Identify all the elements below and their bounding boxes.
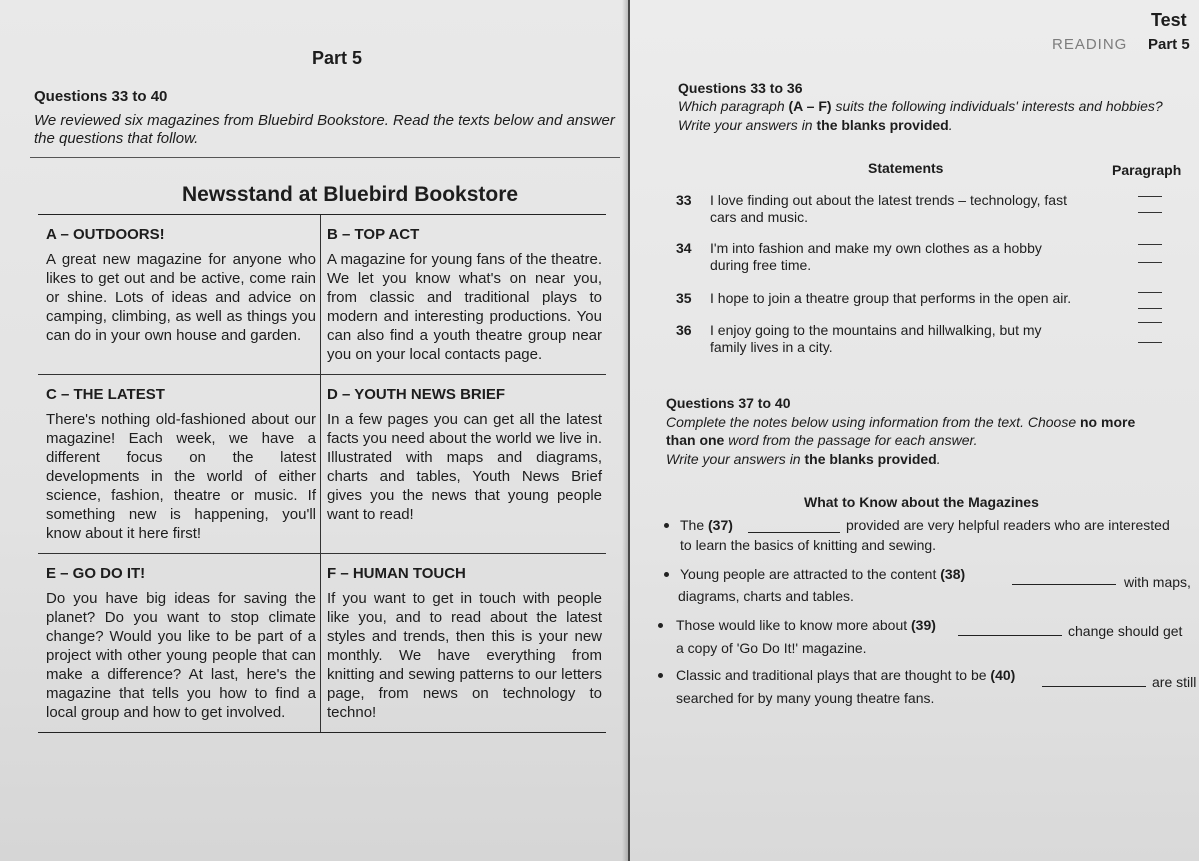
instruction-bold: (A – F) — [788, 98, 832, 114]
magazine-text: A great new magazine for anyone who likes to get out and be active, come rain or shine. Lots of ideas and advice on camping, climbing, as well as things you can do in your own house and garden. — [46, 251, 316, 344]
note-line — [680, 517, 733, 533]
questions-33-36-heading: Questions 33 to 36 — [678, 80, 803, 96]
note-text: a copy of 'Go Do It!' magazine. — [676, 640, 867, 656]
table-row — [38, 215, 606, 374]
magazine-text: There's nothing old-fashioned about our magazine! Each week, we have a different focus on the latest developments in the world of either science, fashion, theatre or music. If something new is happening, you'll know about it here first! — [46, 411, 316, 542]
note-text: are still — [1152, 674, 1197, 690]
paragraph-header: Paragraph — [1112, 162, 1182, 178]
statements-header: Statements — [868, 160, 944, 176]
statement-text: I enjoy going to the mountains and hillwalking, but my family lives in a city. — [710, 322, 1042, 355]
note-text: Those would like to know more about — [676, 617, 912, 633]
answer-blank[interactable] — [1138, 262, 1162, 263]
instruction-bold: than one — [666, 432, 725, 448]
answer-blank-40[interactable] — [1042, 686, 1146, 687]
statement-number: 36 — [676, 322, 692, 338]
note-text: provided are very helpful readers who are interested — [846, 517, 1170, 533]
magazine-heading: B – TOP ACT — [327, 226, 420, 243]
table-row — [38, 374, 606, 553]
answer-blank[interactable] — [1138, 212, 1162, 213]
statement-number: 35 — [676, 290, 692, 306]
instruction-line — [666, 451, 941, 467]
answer-blank-37[interactable] — [748, 532, 840, 533]
instruction-line — [666, 414, 1135, 430]
part-label: Part 5 — [1148, 36, 1190, 53]
answer-blank[interactable] — [1138, 292, 1162, 293]
magazine-heading: D – YOUTH NEWS BRIEF — [327, 386, 506, 403]
answer-blank-39[interactable] — [958, 635, 1062, 636]
notes-title: What to Know about the Magazines — [804, 494, 1039, 510]
note-text: Classic and traditional plays that are thought to be — [676, 667, 991, 683]
instruction-line — [666, 432, 978, 448]
instruction-text: Write your answers in — [678, 117, 817, 133]
note-line — [676, 617, 936, 633]
magazine-text: A magazine for young fans of the theatre. We let you know what's on near you, from classic and traditional plays to modern and interesting productions. You can also find a youth theatre group near you on your local contacts page. — [327, 251, 602, 363]
note-text: with maps, — [1124, 574, 1191, 590]
instruction-text: Write your answers in — [666, 451, 805, 467]
magazine-d — [321, 375, 606, 553]
note-text: Young people are attracted to the content — [680, 566, 941, 582]
instruction-text: . — [936, 451, 941, 467]
statement-number: 33 — [676, 192, 692, 208]
bullet-icon — [664, 523, 669, 528]
instruction-text: suits the following individuals' interests and hobbies? — [831, 98, 1163, 114]
magazine-heading: A – OUTDOORS! — [46, 226, 165, 243]
divider — [30, 157, 620, 158]
statement-number: 34 — [676, 240, 692, 256]
bullet-icon — [658, 673, 663, 678]
magazine-f — [321, 554, 606, 732]
instruction-text: Complete the notes below using information from the text. Choose — [666, 414, 1080, 430]
magazine-b — [321, 215, 606, 374]
note-text: change should get — [1068, 623, 1183, 639]
part-title: Part 5 — [312, 48, 363, 68]
statement-text: I'm into fashion and make my own clothes as a hobby during free time. — [710, 240, 1042, 273]
bullet-icon — [664, 572, 669, 577]
questions-heading: Questions 33 to 40 — [34, 88, 168, 105]
instruction-bold: no more — [1080, 414, 1136, 430]
instruction-line — [678, 98, 1163, 114]
statement-text: I hope to join a theatre group that performs in the open air. — [710, 290, 1072, 306]
instruction-bold: the blanks provided — [816, 117, 949, 133]
question-number: (40) — [990, 667, 1016, 683]
statement-text: I love finding out about the latest trends – technology, fast cars and music. — [710, 192, 1067, 225]
question-number: (38) — [940, 566, 966, 582]
magazine-c — [38, 375, 321, 553]
instruction-text: Which paragraph — [678, 98, 789, 114]
table-title: Newsstand at Bluebird Bookstore — [182, 183, 519, 206]
answer-blank[interactable] — [1138, 244, 1162, 245]
magazine-e — [38, 554, 321, 732]
magazine-text: If you want to get in touch with people like you, and to read about the latest styles and trends, then this is your new monthly. We have everything from knitting and sewing patterns to our letters page, from news on technology to techno! — [327, 590, 602, 721]
magazine-heading: F – HUMAN TOUCH — [327, 565, 466, 582]
answer-blank[interactable] — [1138, 196, 1162, 197]
instruction-text: word from the passage for each answer. — [724, 432, 978, 448]
section-label: READING — [1052, 36, 1128, 53]
note-text: The — [680, 517, 709, 533]
answer-blank[interactable] — [1138, 342, 1162, 343]
magazine-table — [38, 214, 606, 733]
instruction-text: . — [948, 117, 953, 133]
question-number: (37) — [708, 517, 733, 533]
bullet-icon — [658, 623, 663, 628]
magazine-text: Do you have big ideas for saving the planet? Do you want to stop climate change? Would you like to be part of a project with other young people that can make a difference? At last, here's the magazine that tells you how to find a local group and how to get involved. — [46, 590, 316, 721]
question-number: (39) — [911, 617, 936, 633]
answer-blank-38[interactable] — [1012, 584, 1116, 585]
instruction-line — [678, 117, 953, 133]
note-text: to learn the basics of knitting and sewing. — [680, 537, 937, 553]
note-text: searched for by many young theatre fans. — [676, 690, 935, 706]
magazine-heading: E – GO DO IT! — [46, 565, 146, 582]
questions-37-40-heading: Questions 37 to 40 — [666, 395, 791, 411]
magazine-heading: C – THE LATEST — [46, 386, 165, 403]
intro-text: We reviewed six magazines from Bluebird Bookstore. Read the texts below and answer the questions that follow. — [34, 112, 615, 147]
magazine-a — [38, 215, 321, 374]
note-text: diagrams, charts and tables. — [678, 588, 854, 604]
answer-blank[interactable] — [1138, 308, 1162, 309]
instruction-bold: the blanks provided — [804, 451, 937, 467]
table-row — [38, 553, 606, 732]
note-line — [680, 566, 965, 582]
test-label: Test — [1151, 10, 1187, 30]
magazine-text: In a few pages you can get all the latest facts you need about the world we live in. Illustrated with maps and diagrams, charts and tables, Youth News Brief gives you the news that young people want to read! — [327, 411, 602, 523]
note-line — [676, 667, 1015, 683]
answer-blank[interactable] — [1138, 322, 1162, 323]
